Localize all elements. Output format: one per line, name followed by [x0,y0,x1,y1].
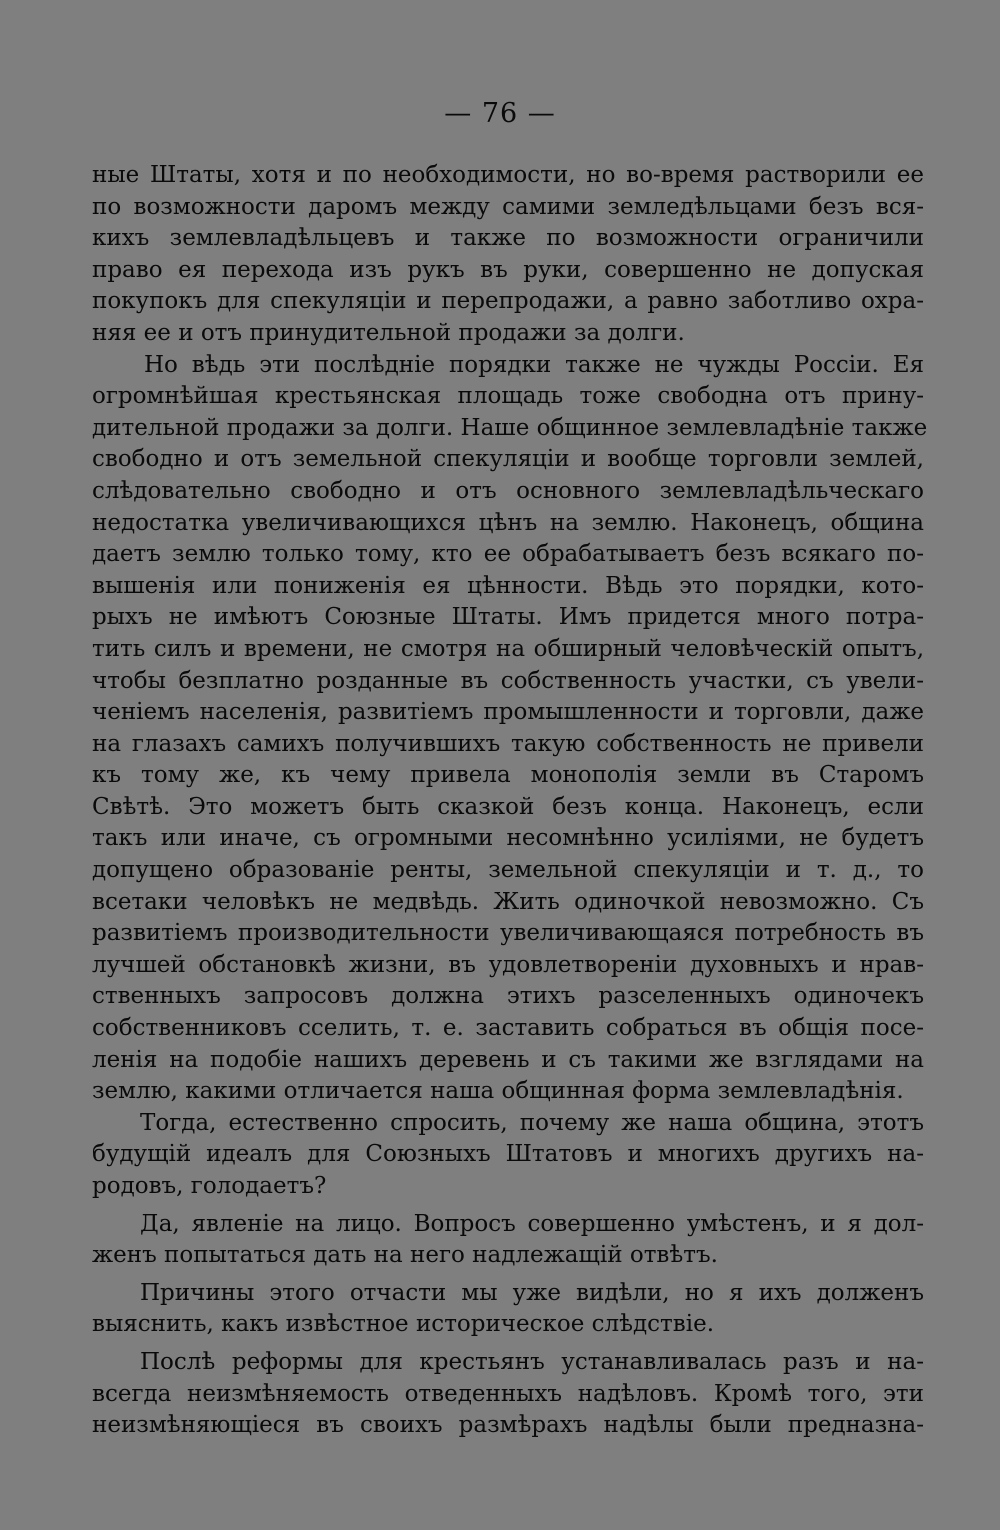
text-line: чтобы безплатно розданные въ собственность участки, съ увели- [92,667,924,694]
body-text [92,160,928,1442]
text-line: право ея перехода изъ рукъ въ руки, совершенно не допуская [92,256,924,283]
text-line: тить силъ и времени, не смотря на обширный человѣческій опытъ, [92,635,924,662]
text-line: няя ее и отъ принудительной продажи за долги. [92,319,685,346]
text-line: лучшей обстановкѣ жизни, въ удовлетвореніи духовныхъ и нрав- [92,951,924,978]
text-line: развитіемъ производительности увеличивающаяся потребность въ [92,920,924,947]
text-line: ные Штаты, хотя и по необходимости, но во-время растворили ее [92,162,924,188]
paragraph-start-line: Тогда, естественно спросить, почему же наша община, этотъ [140,1109,924,1136]
text-line: кихъ землевладѣльцевъ и также по возможности ограничили [92,225,924,252]
text-line: выяснить, какъ извѣстное историческое слѣдствіе. [92,1311,715,1338]
text-line: на глазахъ самихъ получившихъ такую собственность не привели [92,730,924,757]
text-line: вышенія или пониженія ея цѣнности. Вѣдь это порядки, кото- [92,572,924,599]
text-line: ленія на подобіе нашихъ деревень и съ такими же взглядами на [92,1046,924,1073]
text-line: землю, какими отличается наша общинная форма землевладѣнія. [92,1078,904,1105]
paragraph-start-line: Да, явленіе на лицо. Вопросъ совершенно умѣстенъ, и я дол- [140,1210,924,1237]
text-line: слѣдовательно свободно и отъ основного землевладѣльческаго [92,477,924,504]
text-line: такъ или иначе, съ огромными несомнѣнно усиліями, не будетъ [92,825,924,852]
text-line: къ тому же, къ чему привела монополія земли въ Старомъ [92,762,924,789]
text-line: свободно и отъ земельной спекуляціи и вообще торговли землей, [92,446,924,473]
text-line: даетъ землю только тому, кто ее обрабатываетъ безъ всякаго по- [92,541,924,568]
text-line: огромнѣйшая крестьянская площадь тоже свободна отъ прину- [92,383,924,410]
text-line: рыхъ не имѣютъ Союзные Штаты. Имъ придется много потра- [92,604,924,631]
paragraph-start-line: Причины этого отчасти мы уже видѣли, но я ихъ долженъ [140,1279,924,1306]
text-line: всегда неизмѣняемость отведенныхъ надѣловъ. Кромѣ того, эти [92,1380,924,1407]
paragraph-start-line: Но вѣдь эти послѣдніе порядки также не чужды Россіи. Ея [144,351,924,378]
text-line: допущено образованіе ренты, земельной спекуляціи и т. д., то [92,857,924,884]
text-line: дительной продажи за долги. Наше общинное землевладѣніе также [92,414,928,441]
text-line: собственниковъ сселить, т. е. заставить собраться въ общія посе- [92,1015,924,1042]
text-line: всетаки человѣкъ не медвѣдь. Жить одиночкой невозможно. Съ [92,888,924,915]
text-line: родовъ, голодаетъ? [92,1173,327,1199]
page-number: — 76 — [444,98,556,129]
text-line: будущій идеалъ для Союзныхъ Штатовъ и многихъ другихъ на- [92,1141,924,1168]
paragraph-start-line: Послѣ реформы для крестьянъ устанавливалась разъ и на- [140,1348,924,1375]
text-line: Свѣтѣ. Это можетъ быть сказкой безъ конца. Наконецъ, если [92,793,924,820]
text-line: покупокъ для спекуляціи и перепродажи, а равно заботливо охра- [92,288,924,315]
text-line: по возможности даромъ между самими земледѣльцами безъ вся- [92,193,924,220]
text-line: неизмѣняющіеся въ своихъ размѣрахъ надѣлы были предназна- [92,1412,924,1439]
text-line: ченіемъ населенія, развитіемъ промышленности и торговли, даже [92,699,924,726]
text-line: ственныхъ запросовъ должна этихъ разселенныхъ одиночекъ [92,983,924,1010]
text-line: женъ попытаться дать на него надлежащій отвѣтъ. [92,1242,718,1269]
text-line: недостатка увеличивающихся цѣнъ на землю. Наконецъ, община [92,509,924,536]
